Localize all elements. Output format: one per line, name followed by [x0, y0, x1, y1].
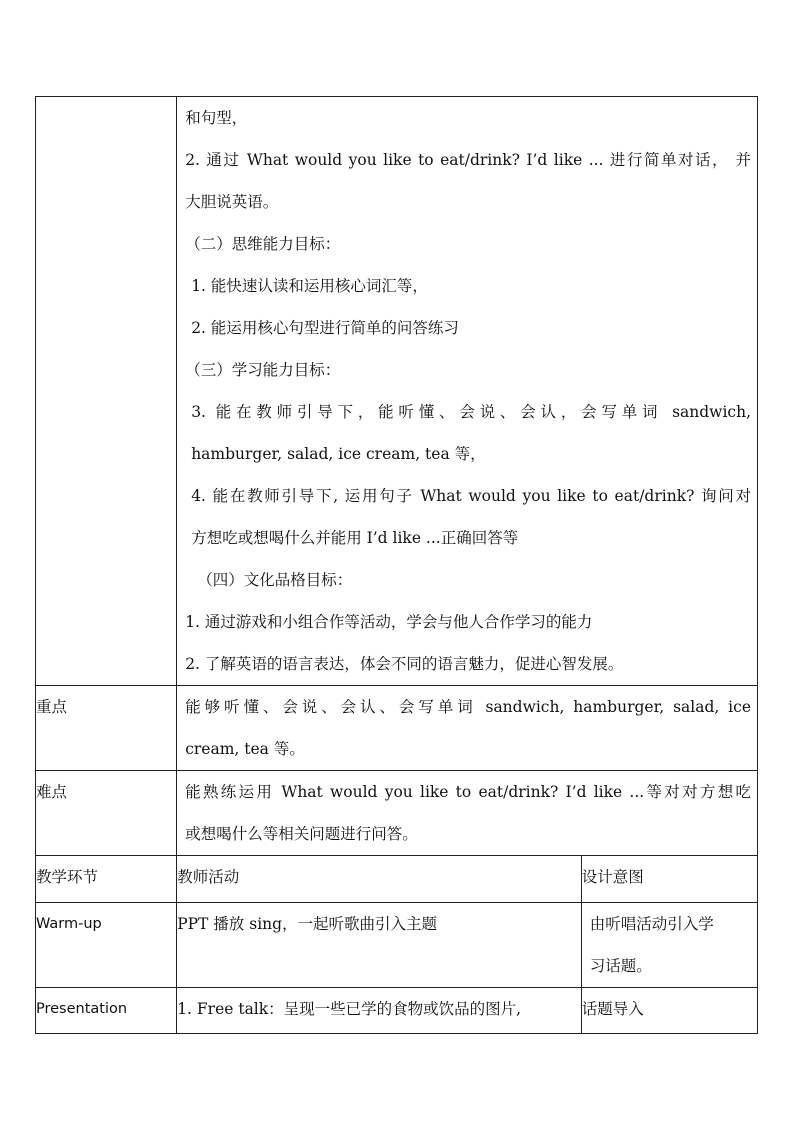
presentation-row [36, 988, 758, 1034]
warmup-teacher: PPT 播放 sing，一起听歌曲引入主题 [177, 903, 582, 988]
goals-subheading: （四）文化品格目标： [197, 571, 353, 589]
key-points-row [36, 686, 758, 771]
difficulties-line: 或想喝什么等相关问题进行问答。 [185, 825, 418, 843]
key-points-line: 能够听懂、会说、会认、会写单词 sandwich, hamburger, salad, ice [185, 698, 751, 716]
presentation-stage: Presentation [36, 988, 177, 1034]
difficulties-line: 能熟练运用 What would you like to eat/drink? I’d like ...等对对方想吃 [185, 783, 751, 801]
key-points-line: cream, tea 等。 [185, 740, 305, 758]
header-row [36, 856, 758, 903]
header-teacher: 教师活动 [177, 856, 582, 903]
header-stage: 教学环节 [36, 856, 177, 903]
goals-line: 大胆说英语。 [185, 193, 279, 211]
goals-row [36, 97, 758, 686]
difficulties-label: 难点 [36, 771, 177, 856]
goals-subheading: （二）思维能力目标： [185, 235, 341, 253]
goals-line: hamburger, salad, ice cream, tea 等， [191, 445, 486, 463]
lesson-plan-table [35, 96, 758, 1034]
goals-cell [177, 97, 758, 686]
goals-label-cell [36, 97, 177, 686]
key-points-cell [177, 686, 758, 771]
goals-line: 1. 能快速认读和运用核心词汇等， [191, 277, 428, 295]
warmup-row [36, 903, 758, 988]
goals-line: 2. 能运用核心句型进行简单的问答练习 [191, 319, 459, 337]
goals-line: 2. 通过 What would you like to eat/drink? I’d like ... 进行简单对话， 并 [185, 151, 751, 169]
warmup-stage: Warm-up [36, 903, 177, 988]
difficulties-row [36, 771, 758, 856]
presentation-teacher: 1. Free talk：呈现一些已学的食物或饮品的图片, [177, 988, 582, 1034]
goals-line: 2. 了解英语的语言表达，体会不同的语言魅力，促进心智发展。 [185, 655, 624, 673]
goals-line: 1. 通过游戏和小组合作等活动，学会与他人合作学习的能力 [185, 613, 593, 631]
key-points-label: 重点 [36, 686, 177, 771]
goals-line: 方想吃或想喝什么并能用 I’d like ...正确回答等 [191, 529, 519, 547]
warmup-design-cell [581, 903, 757, 988]
warmup-design-line: 由听唱活动引入学 [589, 915, 714, 933]
goals-line: 4. 能在教师引导下, 运用句子 What would you like to eat/drink? 询问对 [191, 487, 751, 505]
warmup-design-line: 习话题。 [589, 957, 652, 975]
goals-line: 3. 能在教师引导下，能听懂、会说、会认，会写单词 sandwich, [191, 403, 751, 421]
difficulties-cell [177, 771, 758, 856]
presentation-design: 话题导入 [581, 988, 757, 1034]
goals-line: 和句型， [185, 109, 248, 127]
goals-subheading: （三）学习能力目标： [185, 361, 341, 379]
header-design: 设计意图 [581, 856, 757, 903]
